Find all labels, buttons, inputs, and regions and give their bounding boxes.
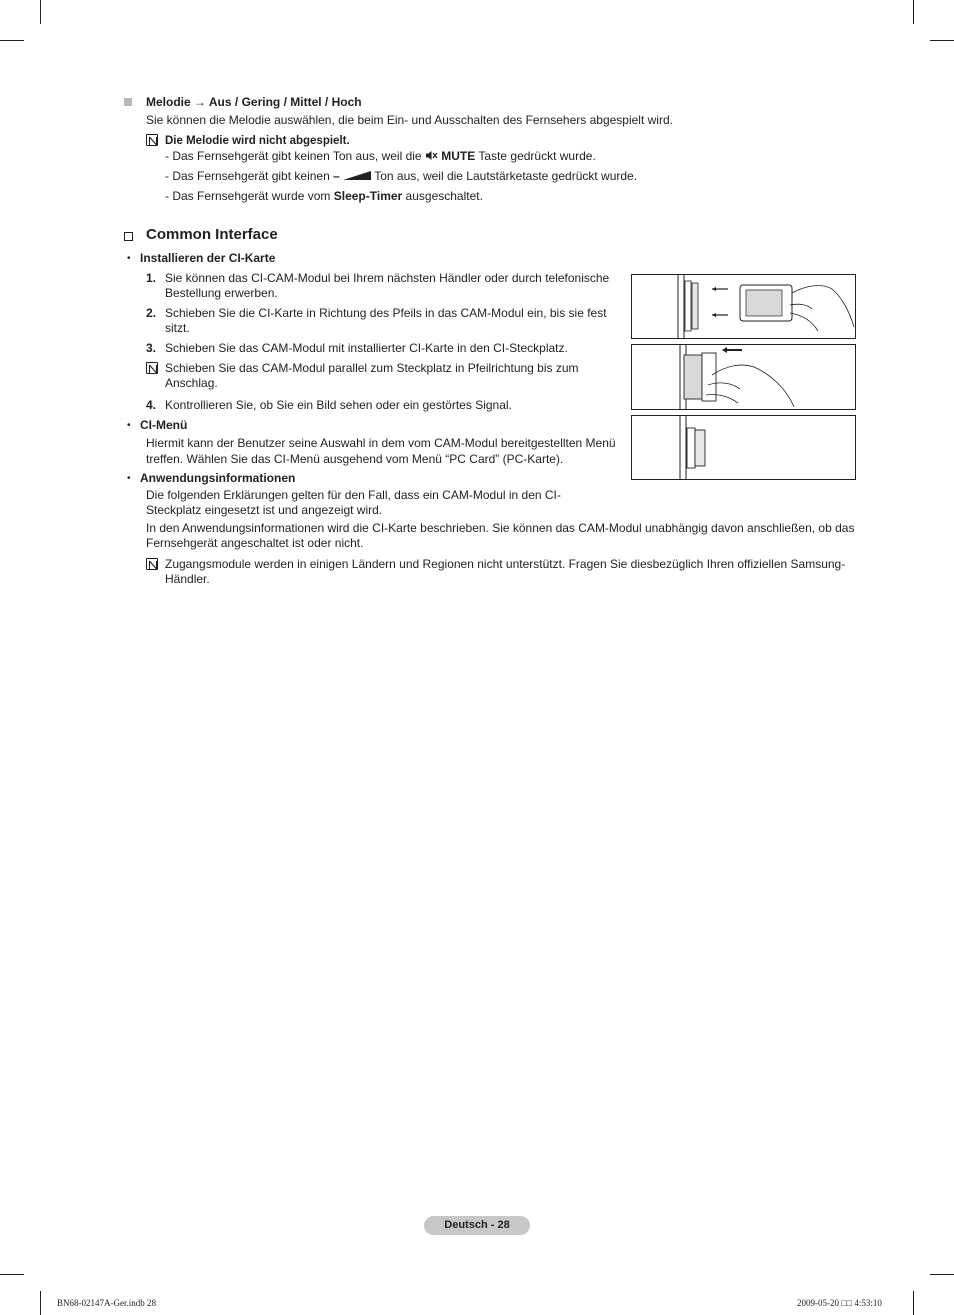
app-info-note: Zugangsmodule werden in einigen Ländern und Regionen nicht unterstützt. Fragen Sie diesbezüglich Ihren offiziellen Samsung-Händler. [165,557,846,586]
step-number: 4. [146,398,157,412]
mute-label: MUTE [441,149,476,163]
crop-mark [0,40,24,41]
bullet-icon: • [127,473,131,484]
step-number: 1. [146,271,157,285]
reason-text: - Das Fernsehgerät gibt keinen Ton aus, weil die [165,149,425,163]
ci-card-figure-3 [631,415,856,480]
crop-mark [40,1291,41,1315]
note-icon [146,134,158,146]
square-bullet-icon [124,98,132,106]
section-title: Common Interface [146,226,278,243]
bullet-icon: • [127,253,131,264]
ci-card-figure-2 [631,344,856,410]
reason-text: Taste gedrückt wurde. [475,149,596,163]
minus-label: – [333,169,340,183]
bullet-icon: • [127,420,131,431]
app-info-text: Die folgenden Erklärungen gelten für den Fall, dass ein CAM-Modul in den CI-Steckplatz eingesetzt ist und angezeigt wird. [146,488,561,517]
ci-menu-heading: CI-Menü [140,418,188,432]
note-icon [146,558,158,570]
app-info-text: In den Anwendungsinformationen wird die CI-Karte beschrieben. Sie können das CAM-Modul unabhängig davon anschließen, ob das Fernsehgerät angeschaltet ist oder nicht. [146,521,855,550]
crop-mark [40,0,41,24]
ci-menu-text: Hiermit kann der Benutzer seine Auswahl in dem vom CAM-Modul bereitgestellten Menü treffen. Wählen Sie das CI-Menü ausgehend vom Menü “PC Card” (PC-Karte). [146,436,616,466]
timestamp-imprint: 2009-05-20 □□ 4:53:10 [797,1298,882,1308]
reason-text: - Das Fernsehgerät gibt keinen [165,169,334,183]
melodie-heading: Melodie → Aus / Gering / Mittel / Hoch [146,95,362,109]
crop-mark [913,1291,914,1315]
reason-line [165,169,637,184]
reason-text: ausgeschaltet. [402,189,483,203]
crop-mark [0,1274,24,1275]
melodie-note-title: Die Melodie wird nicht abgespielt. [165,135,350,147]
step-number: 2. [146,306,157,320]
install-note: Schieben Sie das CAM-Modul parallel zum Steckplatz in Pfeilrichtung bis zum Anschlag. [165,361,579,390]
step-text: Schieben Sie das CAM-Modul mit installierter CI-Karte in den CI-Steckplatz. [165,341,568,355]
reason-text: - Das Fernsehgerät wurde vom [165,189,334,203]
reason-line [165,149,596,164]
melodie-description: Sie können die Melodie auswählen, die beim Ein- und Ausschalten des Fernsehers abgespielt wird. [146,113,673,127]
ci-card-figure-1 [631,274,856,339]
step-number: 3. [146,341,157,355]
crop-mark [930,40,954,41]
page-number-badge: Deutsch - 28 [424,1216,530,1235]
reason-text: Ton aus, weil die Lautstärketaste gedrückt wurde. [371,169,638,183]
note-icon [146,362,158,374]
crop-mark [930,1274,954,1275]
checkbox-icon [124,232,133,241]
step-text: Schieben Sie die CI-Karte in Richtung des Pfeils in das CAM-Modul ein, bis sie fest sitzt. [165,306,607,335]
mute-icon [425,150,438,161]
sleep-timer-label: Sleep-Timer [333,189,403,203]
volume-wedge-icon [343,169,371,178]
crop-mark [913,0,914,24]
reason-line [165,189,483,204]
app-info-heading: Anwendungsinformationen [140,471,296,485]
step-text: Sie können das CI-CAM-Modul bei Ihrem nächsten Händler oder durch telefonische Bestellung erwerben. [165,271,610,300]
install-heading: Installieren der CI-Karte [140,251,276,265]
file-imprint: BN68-02147A-Ger.indb 28 [57,1298,156,1308]
step-text: Kontrollieren Sie, ob Sie ein Bild sehen oder ein gestörtes Signal. [165,398,512,412]
